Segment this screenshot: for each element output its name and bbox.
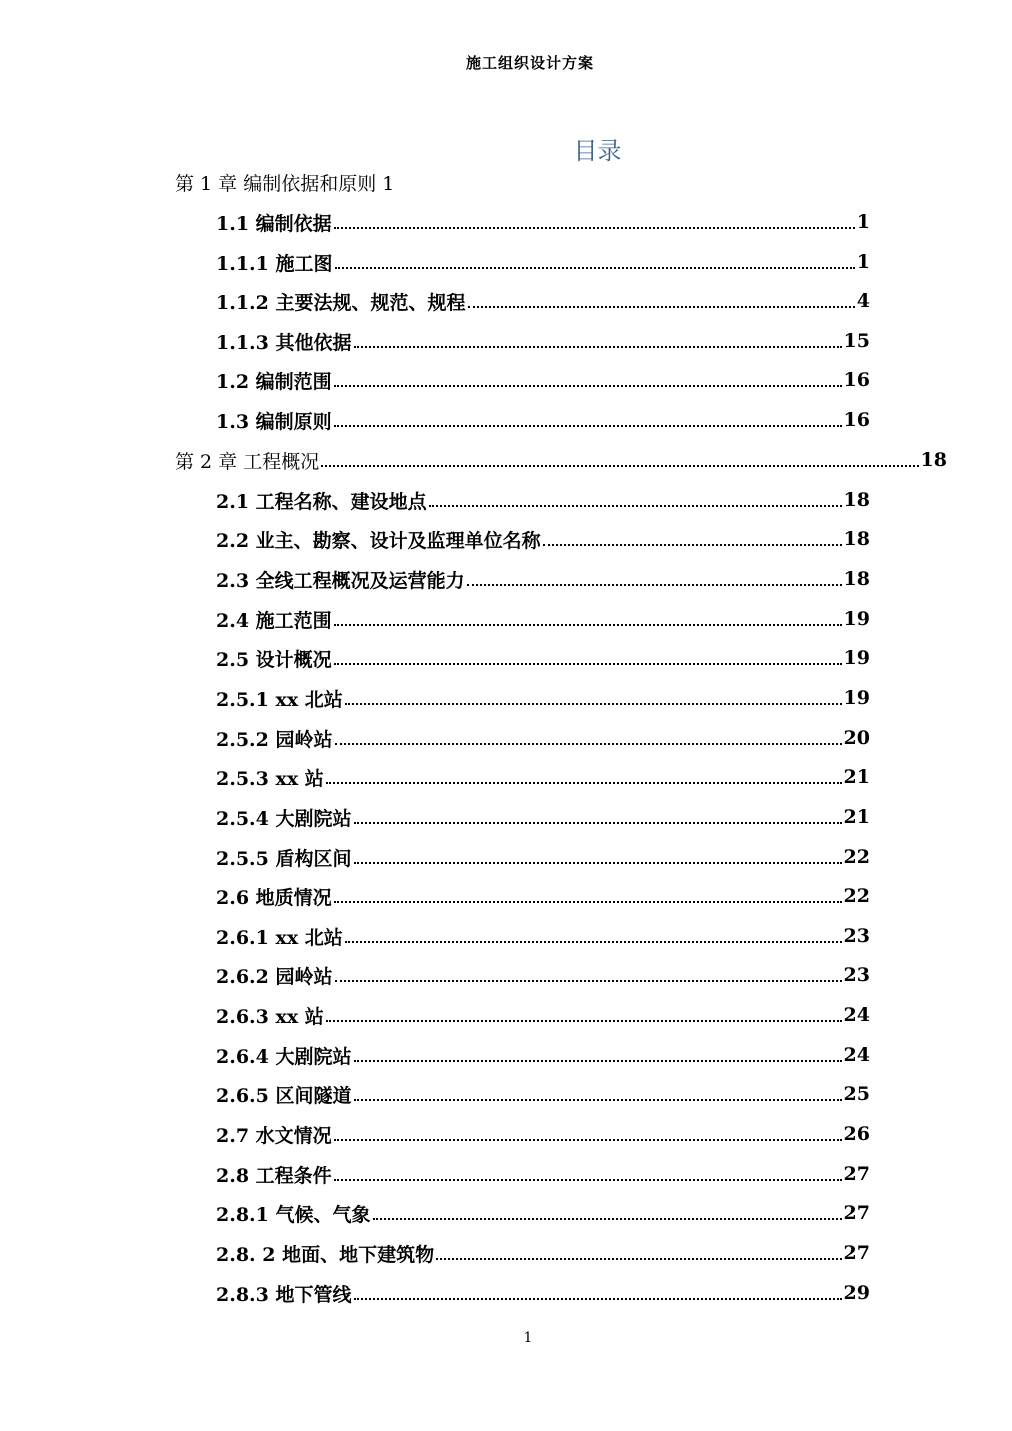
toc-entry[interactable] — [216, 718, 870, 758]
toc-entry-label: 2.6 地质情况 — [216, 886, 332, 909]
toc-entry[interactable] — [216, 1233, 870, 1273]
toc-entry-page: 23 — [843, 925, 870, 947]
toc-entry[interactable] — [216, 876, 870, 916]
toc-entry-page: 23 — [843, 964, 870, 986]
toc-chapter-2[interactable] — [175, 440, 947, 480]
toc-entry-page: 29 — [843, 1282, 870, 1304]
toc-leader-dots — [334, 881, 842, 903]
toc-entry-label: 2.5.2 园岭站 — [216, 728, 333, 751]
toc-entry-page: 27 — [843, 1163, 870, 1185]
toc-entry[interactable] — [216, 281, 870, 321]
toc-entry-page: 21 — [843, 766, 870, 788]
toc-entry-page: 22 — [843, 846, 870, 868]
toc-leader-dots — [334, 405, 842, 427]
toc-entry[interactable] — [216, 955, 870, 995]
toc-entry-page: 19 — [843, 608, 870, 630]
toc-entry[interactable] — [216, 837, 870, 877]
toc-leader-dots — [345, 683, 842, 705]
toc-leader-dots — [334, 604, 842, 626]
toc-entry-page: 21 — [843, 806, 870, 828]
toc-chapter-label: 第 2 章 工程概况 — [175, 450, 320, 473]
toc-leader-dots — [345, 921, 842, 943]
toc-entry-page: 24 — [843, 1004, 870, 1026]
toc-entry[interactable] — [216, 400, 870, 440]
toc-leader-dots — [354, 1278, 842, 1300]
toc-leader-dots — [335, 723, 842, 745]
toc-entry[interactable] — [216, 480, 870, 520]
toc-leader-dots — [467, 564, 842, 586]
toc-entry-page: 18 — [843, 489, 870, 511]
toc-entry[interactable] — [216, 360, 870, 400]
toc-entry[interactable] — [216, 797, 870, 837]
toc-entry-page: 19 — [843, 647, 870, 669]
toc-entry-page: 1 — [856, 251, 870, 273]
toc-entry-label: 2.6.1 xx 北站 — [216, 926, 343, 949]
toc-entry[interactable] — [216, 519, 870, 559]
toc-entry[interactable] — [216, 1074, 870, 1114]
toc-leader-dots — [326, 762, 842, 784]
toc-entry-label: 2.7 水文情况 — [216, 1124, 332, 1147]
toc-entry[interactable] — [216, 638, 870, 678]
toc-entry-label: 2.8. 2 地面、地下建筑物 — [216, 1243, 435, 1266]
toc-entry-label: 1.1 编制依据 — [216, 212, 332, 235]
toc-leader-dots — [334, 1159, 842, 1181]
toc-entry-page: 16 — [843, 369, 870, 391]
toc-entry-page: 27 — [843, 1202, 870, 1224]
toc-leader-dots — [335, 247, 855, 269]
toc-chapter-page: 18 — [920, 449, 947, 471]
toc-entry-label: 1.1.1 施工图 — [216, 252, 333, 275]
toc-entry-page: 20 — [843, 727, 870, 749]
toc-leader-dots — [354, 802, 842, 824]
toc-entry-page: 27 — [843, 1242, 870, 1264]
toc-entry[interactable] — [216, 599, 870, 639]
toc-leader-dots — [436, 1238, 841, 1260]
toc-entry-page: 18 — [843, 568, 870, 590]
toc-entry-label: 2.8 工程条件 — [216, 1164, 332, 1187]
toc-leader-dots — [354, 1079, 842, 1101]
toc-entry[interactable] — [216, 321, 870, 361]
toc-entry-page: 22 — [843, 885, 870, 907]
toc-entry[interactable] — [216, 1035, 870, 1075]
toc-entry-label: 2.6.2 园岭站 — [216, 965, 333, 988]
toc-entry[interactable] — [216, 995, 870, 1035]
toc-leader-dots — [373, 1198, 842, 1220]
toc-entry-label: 1.1.2 主要法规、规范、规程 — [216, 291, 466, 314]
toc-entry-label: 2.6.5 区间隧道 — [216, 1084, 352, 1107]
toc-entry-label: 1.2 编制范围 — [216, 370, 332, 393]
page-number: 1 — [523, 1330, 533, 1346]
toc-entry-page: 26 — [843, 1123, 870, 1145]
toc-entry-label: 1.3 编制原则 — [216, 410, 332, 433]
toc-entry-page: 25 — [843, 1083, 870, 1105]
toc-entry[interactable] — [216, 916, 870, 956]
toc-entry-label: 1.1.3 其他依据 — [216, 331, 352, 354]
toc-entry-label: 2.5.1 xx 北站 — [216, 688, 343, 711]
toc-entry-page: 4 — [856, 290, 870, 312]
toc-entry[interactable] — [216, 559, 870, 599]
toc-entry-page: 1 — [856, 211, 870, 233]
toc-leader-dots — [335, 960, 842, 982]
toc-entry-label: 2.2 业主、勘察、设计及监理单位名称 — [216, 529, 541, 552]
toc-entry-label: 2.1 工程名称、建设地点 — [216, 490, 427, 513]
page-header: 施工组织设计方案 — [465, 54, 594, 72]
toc-leader-dots — [321, 445, 918, 467]
toc-entry[interactable] — [216, 242, 870, 282]
toc-entry[interactable] — [216, 1154, 870, 1194]
toc-entry[interactable] — [216, 1193, 870, 1233]
toc-leader-dots — [354, 1040, 842, 1062]
toc-entry-label: 2.3 全线工程概况及运营能力 — [216, 569, 465, 592]
toc-entry-label: 2.4 施工范围 — [216, 609, 332, 632]
toc-leader-dots — [354, 326, 842, 348]
toc-entry-label: 2.5.3 xx 站 — [216, 767, 324, 790]
toc-entry-label: 2.5.5 盾构区间 — [216, 847, 352, 870]
toc-entry[interactable] — [216, 1114, 870, 1154]
toc-entry-page: 24 — [843, 1044, 870, 1066]
toc-chapter-1[interactable] — [175, 162, 394, 202]
toc-leader-dots — [354, 842, 842, 864]
toc-leader-dots — [334, 643, 842, 665]
toc-entry-label: 2.5 设计概况 — [216, 648, 332, 671]
toc-entry-label: 2.8.1 气候、气象 — [216, 1203, 371, 1226]
toc-entry-page: 18 — [843, 528, 870, 550]
toc-entry-label: 2.8.3 地下管线 — [216, 1283, 352, 1306]
toc-entry-label: 2.5.4 大剧院站 — [216, 807, 352, 830]
toc-leader-dots — [468, 286, 855, 308]
toc-entry[interactable] — [216, 757, 870, 797]
toc-leader-dots — [429, 485, 842, 507]
toc-entry-label: 2.6.3 xx 站 — [216, 1005, 324, 1028]
toc-leader-dots — [334, 1119, 842, 1141]
toc-title: 目录 — [573, 137, 622, 165]
toc-entry[interactable] — [216, 678, 870, 718]
toc-leader-dots — [326, 1000, 842, 1022]
toc-entry[interactable] — [216, 202, 870, 242]
toc-leader-dots — [334, 207, 855, 229]
toc-entry[interactable] — [216, 1273, 870, 1313]
toc-entry-page: 16 — [843, 409, 870, 431]
toc-entry-page: 19 — [843, 687, 870, 709]
toc-leader-dots — [543, 524, 842, 546]
toc-leader-dots — [334, 365, 842, 387]
toc-entry-label: 2.6.4 大剧院站 — [216, 1045, 352, 1068]
toc-entry-page: 15 — [843, 330, 870, 352]
toc-chapter-label: 第 1 章 编制依据和原则 1 — [175, 172, 395, 195]
